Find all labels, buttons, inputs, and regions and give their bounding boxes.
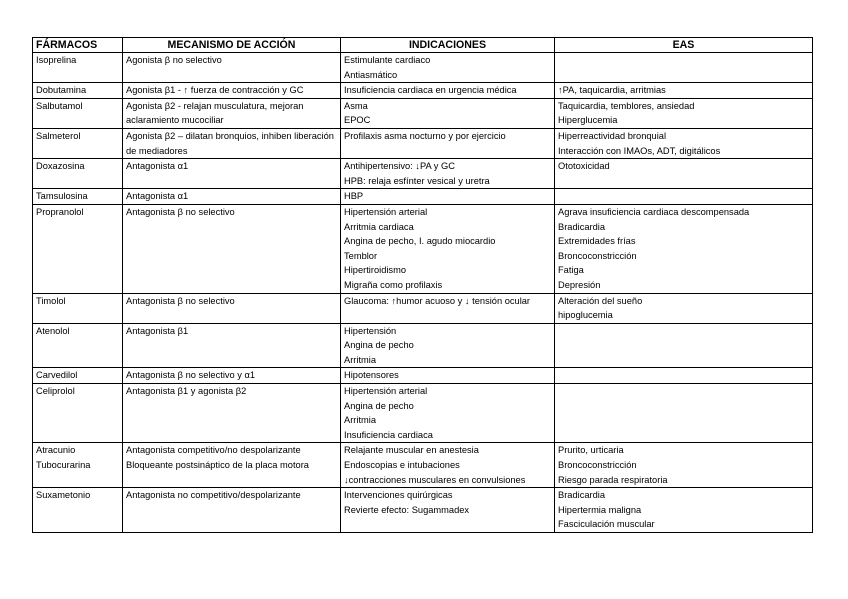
cell-line: Tubocurarina (36, 460, 91, 471)
drug-cell (33, 83, 123, 99)
mechanism-cell (123, 189, 341, 205)
cell-line: Carvedilol (36, 370, 78, 381)
cell-line: Revierte efecto: Sugammadex (344, 504, 470, 515)
mechanism-cell (123, 323, 341, 368)
cell-line: Intervenciones quirúrgicas (344, 490, 453, 501)
mechanism-cell (123, 204, 341, 293)
cell-line: Hiperglucemia (558, 115, 618, 126)
indications-cell (341, 384, 555, 443)
cell-line: Suxametonio (36, 490, 91, 501)
cell-line: Antagonista β no selectivo (126, 295, 235, 306)
cell-line: Insuficiencia cardiaca (344, 429, 433, 440)
drug-cell (33, 323, 123, 368)
cell-line: Doxazosina (36, 161, 85, 172)
table-row (33, 128, 813, 158)
cell-line: Agonista β2 – dilatan bronquios, inhiben liberación de mediadores (126, 130, 334, 156)
effects-cell (555, 293, 813, 323)
mechanism-cell (123, 83, 341, 99)
cell-line: Agonista β2 - relajan musculatura, mejoran aclaramiento mucociliar (126, 100, 304, 126)
header-indicaciones: INDICACIONES (341, 38, 555, 53)
indications-cell (341, 443, 555, 488)
effects-cell (555, 128, 813, 158)
table-row (33, 189, 813, 205)
cell-line: Propranolol (36, 206, 84, 217)
cell-line: HPB: relaja esfínter vesical y uretra (344, 175, 490, 186)
cell-line: Taquicardia, temblores, ansiedad (558, 100, 695, 111)
effects-cell (555, 189, 813, 205)
table-row (33, 488, 813, 533)
mechanism-cell (123, 443, 341, 488)
indications-cell (341, 204, 555, 293)
mechanism-cell (123, 384, 341, 443)
indications-cell (341, 293, 555, 323)
cell-line: Riesgo parada respiratoria (558, 474, 668, 485)
drug-cell (33, 159, 123, 189)
cell-line: Agonista β no selectivo (126, 55, 222, 65)
cell-line: Profilaxis asma nocturno y por ejercicio (344, 130, 506, 141)
cell-line: Asma (344, 100, 368, 111)
mechanism-cell (123, 488, 341, 533)
cell-line: Arritmia (344, 354, 377, 365)
drug-cell (33, 293, 123, 323)
cell-line: Arritmia cardiaca (344, 221, 414, 232)
cell-line: EPOC (344, 115, 371, 126)
cell-line: Hipertiroidismo (344, 265, 406, 276)
cell-line: Tamsulosina (36, 191, 88, 202)
cell-line: Hipertensión (344, 325, 397, 336)
indications-cell (341, 98, 555, 128)
cell-line: Hiperreactividad bronquial (558, 130, 667, 141)
cell-line: Isoprelina (36, 55, 77, 65)
drug-cell (33, 128, 123, 158)
cell-line: hipoglucemia (558, 310, 613, 321)
cell-line: ↑PA, taquicardia, arritmias (558, 85, 666, 96)
effects-cell (555, 53, 813, 83)
cell-line: Hipotensores (344, 370, 399, 381)
effects-cell (555, 443, 813, 488)
cell-line: Depresión (558, 279, 601, 290)
cell-line: Antagonista α1 (126, 191, 189, 202)
cell-line: ↓contracciones musculares en convulsiones (344, 474, 526, 485)
cell-line: Broncoconstricción (558, 250, 637, 261)
cell-line: Extremidades frías (558, 236, 636, 247)
cell-line: Antiasmático (344, 69, 398, 80)
table-row (33, 368, 813, 384)
cell-line: Alteración del sueño (558, 295, 643, 306)
cell-line: Salmeterol (36, 130, 81, 141)
cell-line: Agrava insuficiencia cardiaca descompensada (558, 206, 750, 217)
cell-line: Temblor (344, 250, 378, 261)
header-eas: EAS (555, 38, 813, 53)
cell-line: Atenolol (36, 325, 70, 336)
cell-line: Antagonista β no selectivo (126, 206, 235, 217)
indications-cell (341, 323, 555, 368)
table-row (33, 53, 813, 83)
mechanism-cell (123, 53, 341, 83)
cell-line: Atracunio (36, 445, 76, 456)
cell-line: Angina de pecho (344, 340, 414, 351)
effects-cell (555, 83, 813, 99)
cell-line: Antagonista β no selectivo y α1 (126, 370, 256, 381)
drug-cell (33, 204, 123, 293)
header-row (33, 38, 813, 53)
table-row (33, 323, 813, 368)
cell-line: Agonista β1 - ↑ fuerza de contracción y GC (126, 85, 304, 96)
table-row (33, 443, 813, 488)
cell-line: Glaucoma: ↑humor acuoso y ↓ tensión ocular (344, 295, 531, 306)
indications-cell (341, 368, 555, 384)
cell-line: Bradicardia (558, 221, 606, 232)
cell-line: Hipertermia maligna (558, 504, 642, 515)
drug-cell (33, 189, 123, 205)
effects-cell (555, 488, 813, 533)
cell-line: Arritmia (344, 415, 377, 426)
cell-line: Interacción con IMAOs, ADT, digitálicos (558, 145, 721, 156)
drug-cell (33, 368, 123, 384)
effects-cell (555, 159, 813, 189)
effects-cell (555, 384, 813, 443)
mechanism-cell (123, 128, 341, 158)
cell-line: Endoscopias e intubaciones (344, 460, 460, 471)
cell-line: Bloqueante postsináptico de la placa motora (126, 460, 309, 471)
cell-line: Fasciculación muscular (558, 519, 655, 530)
indications-cell (341, 128, 555, 158)
cell-line: Salbutamol (36, 100, 83, 111)
drug-cell (33, 98, 123, 128)
cell-line: Ototoxicidad (558, 161, 610, 172)
cell-line: Bradicardia (558, 490, 606, 501)
mechanism-cell (123, 159, 341, 189)
cell-line: Angina de pecho, I. agudo miocardio (344, 236, 496, 247)
indications-cell (341, 53, 555, 83)
header-farmacos: FÁRMACOS (33, 38, 123, 53)
cell-line: Celiprolol (36, 386, 75, 397)
cell-line: Prurito, urticaria (558, 445, 624, 456)
cell-line: Relajante muscular en anestesia (344, 445, 479, 456)
cell-line: Fatiga (558, 265, 584, 276)
table-row (33, 83, 813, 99)
table-row (33, 98, 813, 128)
mechanism-cell (123, 368, 341, 384)
header-mecanismo: MECANISMO DE ACCIÓN (123, 38, 341, 53)
cell-line: Dobutamina (36, 85, 87, 96)
indications-cell (341, 189, 555, 205)
cell-line: Antagonista no competitivo/despolarizante (126, 490, 301, 501)
effects-cell (555, 98, 813, 128)
table-body (33, 53, 813, 533)
drug-table (32, 37, 813, 533)
drug-cell (33, 443, 123, 488)
cell-line: Antagonista competitivo/no despolarizante (126, 445, 301, 456)
indications-cell (341, 159, 555, 189)
mechanism-cell (123, 293, 341, 323)
mechanism-cell (123, 98, 341, 128)
cell-line: Estimulante cardiaco (344, 55, 431, 65)
drug-cell (33, 53, 123, 83)
table-row (33, 293, 813, 323)
effects-cell (555, 323, 813, 368)
cell-line: Broncoconstricción (558, 460, 637, 471)
cell-line: Hipertensión arterial (344, 386, 428, 397)
drug-cell (33, 384, 123, 443)
table-row (33, 204, 813, 293)
cell-line: Timolol (36, 295, 66, 306)
cell-line: Antagonista β1 (126, 325, 189, 336)
effects-cell (555, 368, 813, 384)
effects-cell (555, 204, 813, 293)
table-row (33, 384, 813, 443)
indications-cell (341, 488, 555, 533)
indications-cell (341, 83, 555, 99)
cell-line: Insuficiencia cardiaca en urgencia médica (344, 85, 517, 96)
cell-line: Antagonista α1 (126, 161, 189, 172)
cell-line: HBP (344, 191, 364, 202)
cell-line: Migraña como profilaxis (344, 279, 443, 290)
drug-cell (33, 488, 123, 533)
cell-line: Angina de pecho (344, 400, 414, 411)
cell-line: Antagonista β1 y agonista β2 (126, 386, 247, 397)
cell-line: Hipertensión arterial (344, 206, 428, 217)
table-row (33, 159, 813, 189)
cell-line: Antihipertensivo: ↓PA y GC (344, 161, 455, 172)
